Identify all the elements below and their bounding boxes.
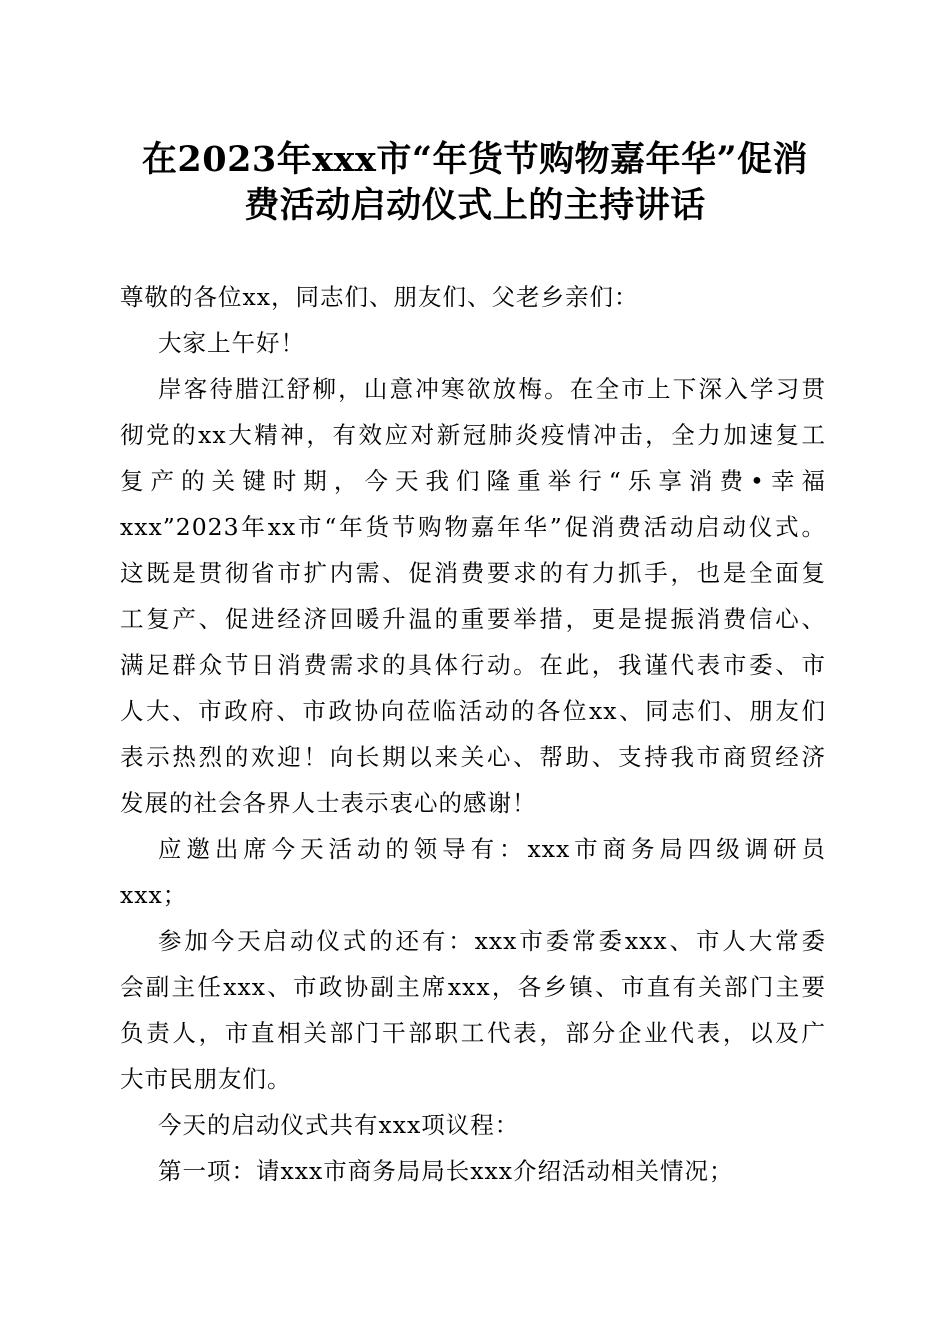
paragraph-line: 参加今天启动仪式的还有：xxx市委常委xxx、市人大常委: [158, 927, 826, 955]
paragraph-line: 应邀出席今天活动的领导有：xxx市商务局四级调研员: [158, 835, 826, 863]
paragraph-line: xxx”2023年xx市“年货节购物嘉年华”促消费活动启动仪式。: [120, 513, 826, 541]
document-title-line-2: 费活动启动仪式上的主持讲话: [244, 185, 706, 226]
paragraph-line: 表示热烈的欢迎！向长期以来关心、帮助、支持我市商贸经济: [120, 743, 826, 771]
document-title-line-1: 在2023年xxx市“年货节购物嘉年华”促消: [141, 139, 809, 180]
salutation: 尊敬的各位xx，同志们、朋友们、父老乡亲们：: [120, 283, 639, 311]
paragraph-line: xxx；: [120, 881, 188, 909]
paragraph-line: 发展的社会各界人士表示衷心的感谢！: [120, 789, 537, 817]
paragraph-line: 复产的关键时期，今天我们隆重举行“乐享消费•幸福: [120, 467, 826, 495]
agenda-item-1: 第一项：请xxx市商务局局长xxx介绍活动相关情况；: [158, 1157, 734, 1185]
paragraph-line: 岸客待腊江舒柳，山意冲寒欲放梅。在全市上下深入学习贯: [158, 375, 826, 403]
greeting: 大家上午好！: [158, 329, 305, 357]
paragraph-line: 人大、市政府、市政协向莅临活动的各位xx、同志们、朋友们: [120, 697, 826, 725]
paragraph-line: 今天的启动仪式共有xxx项议程：: [158, 1111, 520, 1139]
paragraph-line: 负责人，市直相关部门干部职工代表，部分企业代表，以及广: [120, 1019, 826, 1047]
paragraph-line: 会副主任xxx、市政协副主席xxx，各乡镇、市直有关部门主要: [120, 973, 826, 1001]
paragraph-line: 这既是贯彻省市扩内需、促消费要求的有力抓手，也是全面复: [120, 559, 826, 587]
paragraph-line: 满足群众节日消费需求的具体行动。在此，我谨代表市委、市: [120, 651, 826, 679]
paragraph-line: 大市民朋友们。: [120, 1065, 292, 1093]
paragraph-line: 彻党的xx大精神，有效应对新冠肺炎疫情冲击，全力加速复工: [120, 421, 826, 449]
paragraph-line: 工复产、促进经济回暖升温的重要举措，更是提振消费信心、: [120, 605, 826, 633]
